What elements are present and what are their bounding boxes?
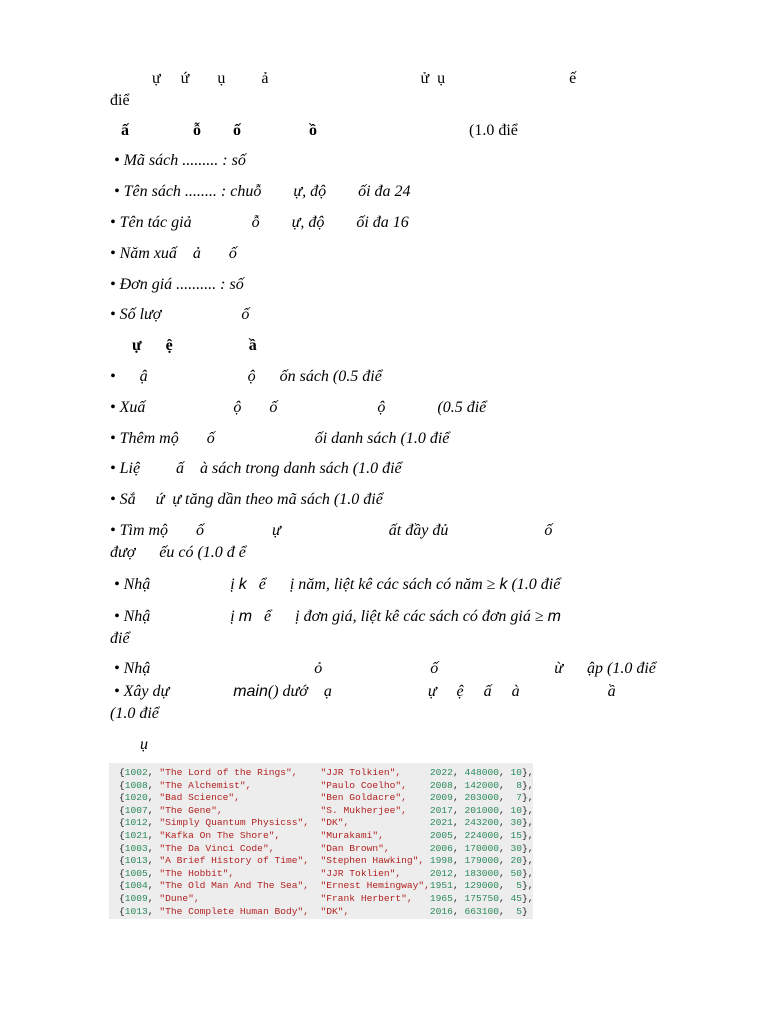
code-row: {1013, "The Complete Human Body", "DK", 2016, 663100, 5} bbox=[119, 905, 528, 917]
var-m-2: m bbox=[547, 608, 561, 625]
text-line: điể bbox=[110, 92, 130, 109]
text-line: • Sắ ứ ự tăng dần theo mã sách (1.0 điể bbox=[110, 491, 383, 508]
bullet-m-text-1: • Nhậ ị bbox=[114, 608, 239, 625]
bullet-main-text-2: () dướ ạ ự ệ ấ à ầ bbox=[267, 683, 616, 700]
text-line: • Mã sách ......... : số bbox=[114, 152, 246, 169]
bullet-k-text-1: • Nhậ ị bbox=[114, 576, 239, 593]
code-row: {1013, "A Brief History of Time", "Stephen Hawking", 1998, 179000, 20}, bbox=[119, 855, 534, 867]
text-line: • Thêm mộ ố ối danh sách (1.0 điể bbox=[110, 430, 450, 447]
bullet-main-cont: (1.0 điể bbox=[110, 705, 159, 722]
text-line: • Đơn giá .......... : số bbox=[110, 276, 244, 293]
text-line: • Tên sách ........ : chuỗ ự, độ ối đa 24 bbox=[114, 183, 411, 200]
var-k-2: k bbox=[499, 576, 508, 593]
text-line: • Số lượ ố bbox=[110, 306, 250, 323]
code-row: {1012, "Simply Quantum Physicss", "DK", 2021, 243200, 30}, bbox=[119, 817, 534, 829]
code-row: {1003, "The Da Vinci Code", "Dan Brown", 2006, 170000, 30}, bbox=[119, 842, 534, 854]
code-row: {1004, "The Old Man And The Sea", "Ernest Hemingway",1951, 129000, 5}, bbox=[119, 880, 534, 892]
text-line: ự ứ ụ ả ử ụ ế bbox=[152, 70, 577, 87]
var-m: m bbox=[238, 608, 253, 625]
bullet-main-text-1: • Xây dự bbox=[114, 683, 234, 700]
text-line: đượ ếu có (1.0 đ ể bbox=[110, 544, 246, 561]
bullet-m-cont: điể bbox=[110, 630, 130, 647]
code-row: {1002, "The Lord of the Rings", "JJR Tolkien", 2022, 448000, 10}, bbox=[119, 767, 534, 778]
code-row: {1009, "Dune", "Frank Herbert", 1965, 175750, 45}, bbox=[119, 892, 534, 904]
text-line: • Tìm mộ ố ự ất đầy đủ ố bbox=[110, 522, 553, 539]
var-k: k bbox=[238, 576, 247, 593]
text-line: ự ệ ầ bbox=[132, 337, 257, 354]
bullet-m-filter bbox=[114, 608, 561, 626]
data-label: ụ bbox=[140, 736, 148, 753]
bullet-last: • Nhậ ỏ ố ừ ập (1.0 điể bbox=[114, 660, 656, 677]
bullet-main bbox=[114, 683, 616, 701]
bullet-m-text-2: ể ị đơn giá, liệt kê các sách có đơn giá ≥ bbox=[252, 608, 548, 625]
code-row: {1007, "The Gene", "S. Mukherjee", 2017, 201000, 10}, bbox=[119, 804, 534, 816]
bullet-k-filter bbox=[114, 576, 560, 594]
bullet-k-text-3: (1.0 điể bbox=[507, 576, 561, 593]
text-line: • Năm xuấ ả ố bbox=[110, 245, 237, 262]
text-line: • Xuấ ộ ố ộ (0.5 điể bbox=[110, 399, 487, 416]
text-line: • Tên tác giả ỗ ự, độ ối đa 16 bbox=[110, 214, 409, 231]
bullet-k-text-2: ể ị năm, liệt kê các sách có năm ≥ bbox=[246, 576, 500, 593]
text-line: • ậ ộ ốn sách (0.5 điể bbox=[110, 368, 382, 385]
text-line: (1.0 điể bbox=[469, 122, 518, 139]
code-block bbox=[109, 763, 533, 919]
code-row: {1008, "The Alchemist", "Paulo Coelho", 2008, 142000, 8}, bbox=[119, 779, 534, 791]
code-row: {1005, "The Hobbit", "JJR Toklien", 2012, 183000, 50}, bbox=[119, 867, 534, 879]
fn-main: main bbox=[233, 683, 268, 700]
code-row: {1021, "Kafka On The Shore", "Murakami", 2005, 224000, 15}, bbox=[119, 829, 534, 841]
code-row: {1020, "Bad Science", "Ben Goldacre", 2009, 203000, 7}, bbox=[119, 792, 534, 804]
text-line: ấ ỗ ố ồ bbox=[121, 122, 317, 139]
text-line: • Liệ ấ à sách trong danh sách (1.0 điể bbox=[110, 460, 402, 477]
